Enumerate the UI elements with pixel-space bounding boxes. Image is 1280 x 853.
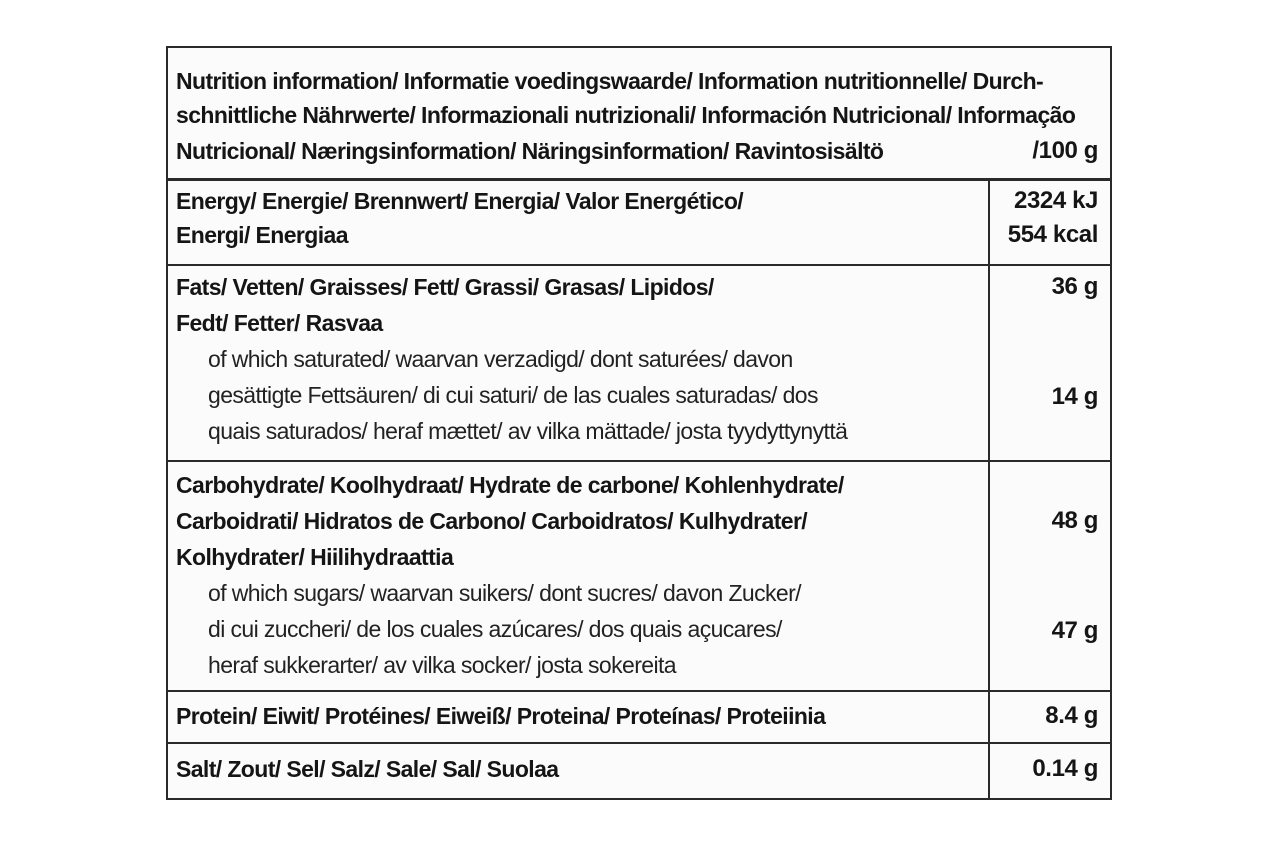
fats-label-line-1: Fats/ Vetten/ Graisses/ Fett/ Grassi/ Grasas/ Lipidos/ (176, 274, 714, 300)
energy-value-kj: 2324 kJ (1014, 187, 1098, 214)
saturated-value: 14 g (1051, 383, 1098, 410)
fats-label-line-2: Fedt/ Fetter/ Rasvaa (176, 310, 383, 336)
saturated-label-line-3: quais saturados/ heraf mættet/ av vilka mättade/ josta tyydyttynyttä (208, 418, 848, 444)
sugars-value: 47 g (1051, 617, 1098, 644)
header-per-unit: /100 g (1032, 137, 1098, 164)
saturated-label-line-2: gesättigte Fettsäuren/ di cui saturi/ de las cuales saturadas/ dos (208, 382, 818, 408)
header-line-2: schnittliche Nährwerte/ Informazionali nutrizionali/ Información Nutricional/ Informação (176, 102, 1076, 128)
carbs-value: 48 g (1051, 507, 1098, 534)
protein-label: Protein/ Eiwit/ Protéines/ Eiweiß/ Proteina/ Proteínas/ Proteiinia (176, 703, 826, 729)
saturated-label-line-1: of which saturated/ waarvan verzadigd/ dont saturées/ davon (208, 346, 793, 372)
value-column-divider (988, 179, 990, 798)
nutrition-table (166, 46, 1112, 800)
carbs-label-line-1: Carbohydrate/ Koolhydraat/ Hydrate de carbone/ Kohlenhydrate/ (176, 472, 844, 498)
carbs-divider (168, 690, 1110, 692)
fats-value: 36 g (1051, 273, 1098, 300)
header-divider (168, 178, 1110, 181)
sugars-label-line-3: heraf sukkerarter/ av vilka socker/ josta sokereita (208, 652, 676, 678)
energy-divider (168, 264, 1110, 266)
carbs-label-line-3: Kolhydrater/ Hiilihydraattia (176, 544, 454, 570)
energy-label-line-1: Energy/ Energie/ Brennwert/ Energia/ Valor Energético/ (176, 188, 744, 214)
fats-divider (168, 460, 1110, 462)
energy-value-kcal: 554 kcal (1007, 221, 1098, 248)
protein-divider (168, 742, 1110, 744)
energy-label-line-2: Energi/ Energiaa (176, 222, 348, 248)
carbs-label-line-2: Carboidrati/ Hidratos de Carbono/ Carboidratos/ Kulhydrater/ (176, 508, 808, 534)
header-line-3: Nutricional/ Næringsinformation/ Näringsinformation/ Ravintosisältö (176, 138, 884, 164)
header-line-1: Nutrition information/ Informatie voedingswaarde/ Information nutritionnelle/ Durch- (176, 68, 1044, 94)
sugars-label-line-2: di cui zuccheri/ de los cuales azúcares/ dos quais açucares/ (208, 616, 782, 642)
salt-value: 0.14 g (1032, 755, 1098, 782)
sugars-label-line-1: of which sugars/ waarvan suikers/ dont sucres/ davon Zucker/ (208, 580, 801, 606)
protein-value: 8.4 g (1045, 702, 1098, 729)
salt-label: Salt/ Zout/ Sel/ Salz/ Sale/ Sal/ Suolaa (176, 756, 559, 782)
